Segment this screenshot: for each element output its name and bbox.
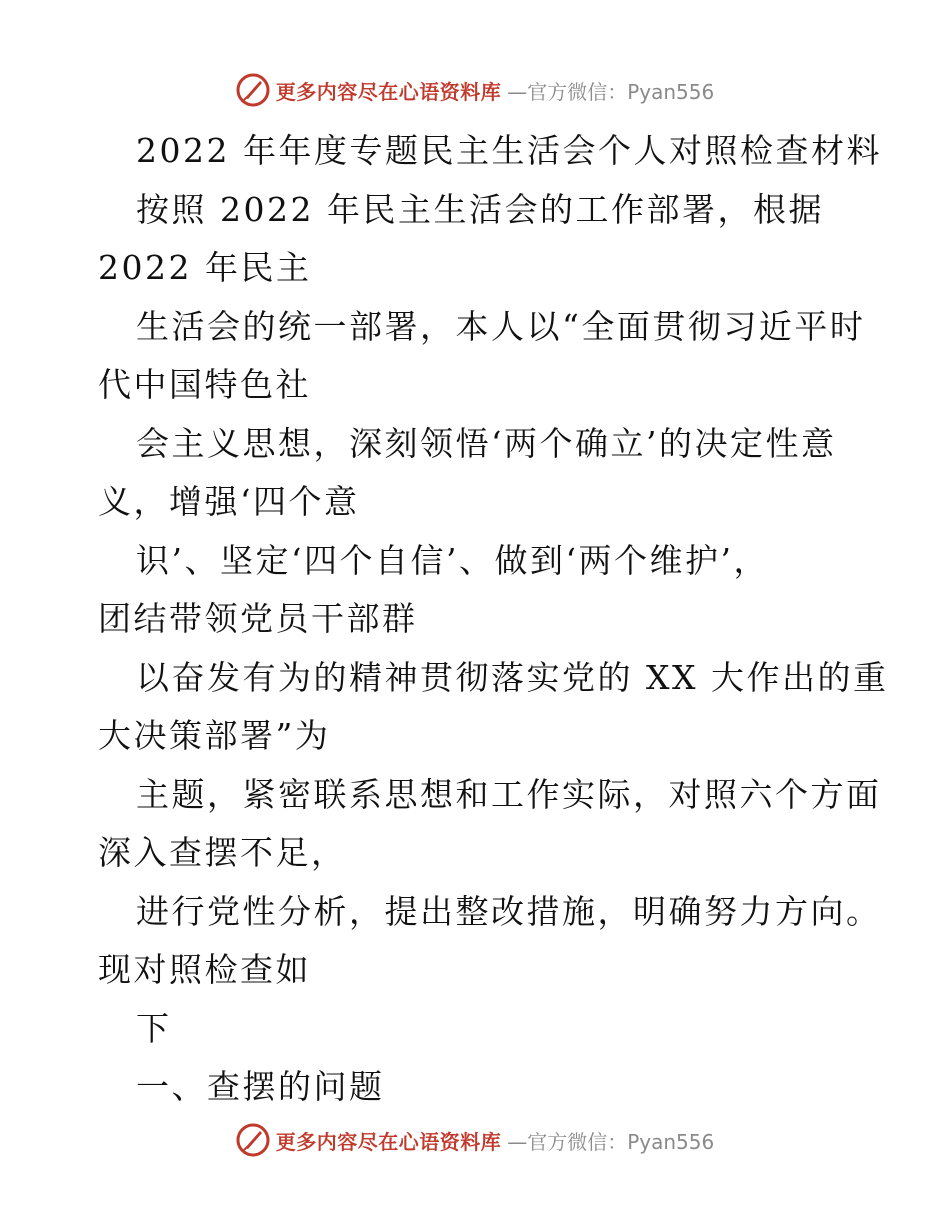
quill-logo-icon	[236, 73, 270, 107]
doc-line: 现对照检查如	[98, 950, 311, 989]
footer-brand-text: 更多内容尽在心语资料库	[275, 1129, 502, 1154]
footer-banner	[0, 1120, 950, 1160]
doc-line: 大决策部署”为	[98, 716, 331, 755]
doc-line: 进行党性分析，提出整改措施，明确努力方向。	[136, 891, 882, 931]
doc-line: 代中国特色社	[98, 365, 311, 404]
doc-line: 按照 2022 年民主生活会的工作部署，根据	[136, 189, 824, 229]
doc-line: 义，增强‘四个意	[98, 482, 360, 521]
doc-line: 生活会的统一部署，本人以“全面贯彻习近平时	[136, 306, 866, 346]
doc-line: 识’、坚定‘四个自信’、做到‘两个维护’，	[136, 540, 769, 580]
header-banner	[0, 70, 950, 110]
doc-line: 下	[136, 1008, 172, 1048]
doc-line: 团结带领党员干部群	[98, 599, 418, 638]
header-brand-text: 更多内容尽在心语资料库	[275, 79, 502, 104]
doc-line: 以奋发有为的精神贯彻落实党的 XX 大作出的重	[136, 657, 889, 697]
doc-line: 深入查摆不足，	[98, 833, 347, 872]
footer-contact-text: —官方微信：Pyan556	[507, 1129, 715, 1154]
document-body	[98, 122, 889, 1117]
doc-line: 2022 年民主	[98, 248, 312, 287]
doc-line: 会主义思想，深刻领悟‘两个确立’的决定性意	[136, 423, 837, 463]
section-heading: 一、查摆的问题	[136, 1067, 385, 1106]
doc-title: 2022 年年度专题民主生活会个人对照检查材料	[136, 131, 882, 170]
doc-line: 主题，紧密联系思想和工作实际，对照六个方面	[136, 774, 882, 814]
header-contact-text: —官方微信：Pyan556	[507, 79, 715, 104]
quill-logo-icon	[236, 1123, 270, 1157]
